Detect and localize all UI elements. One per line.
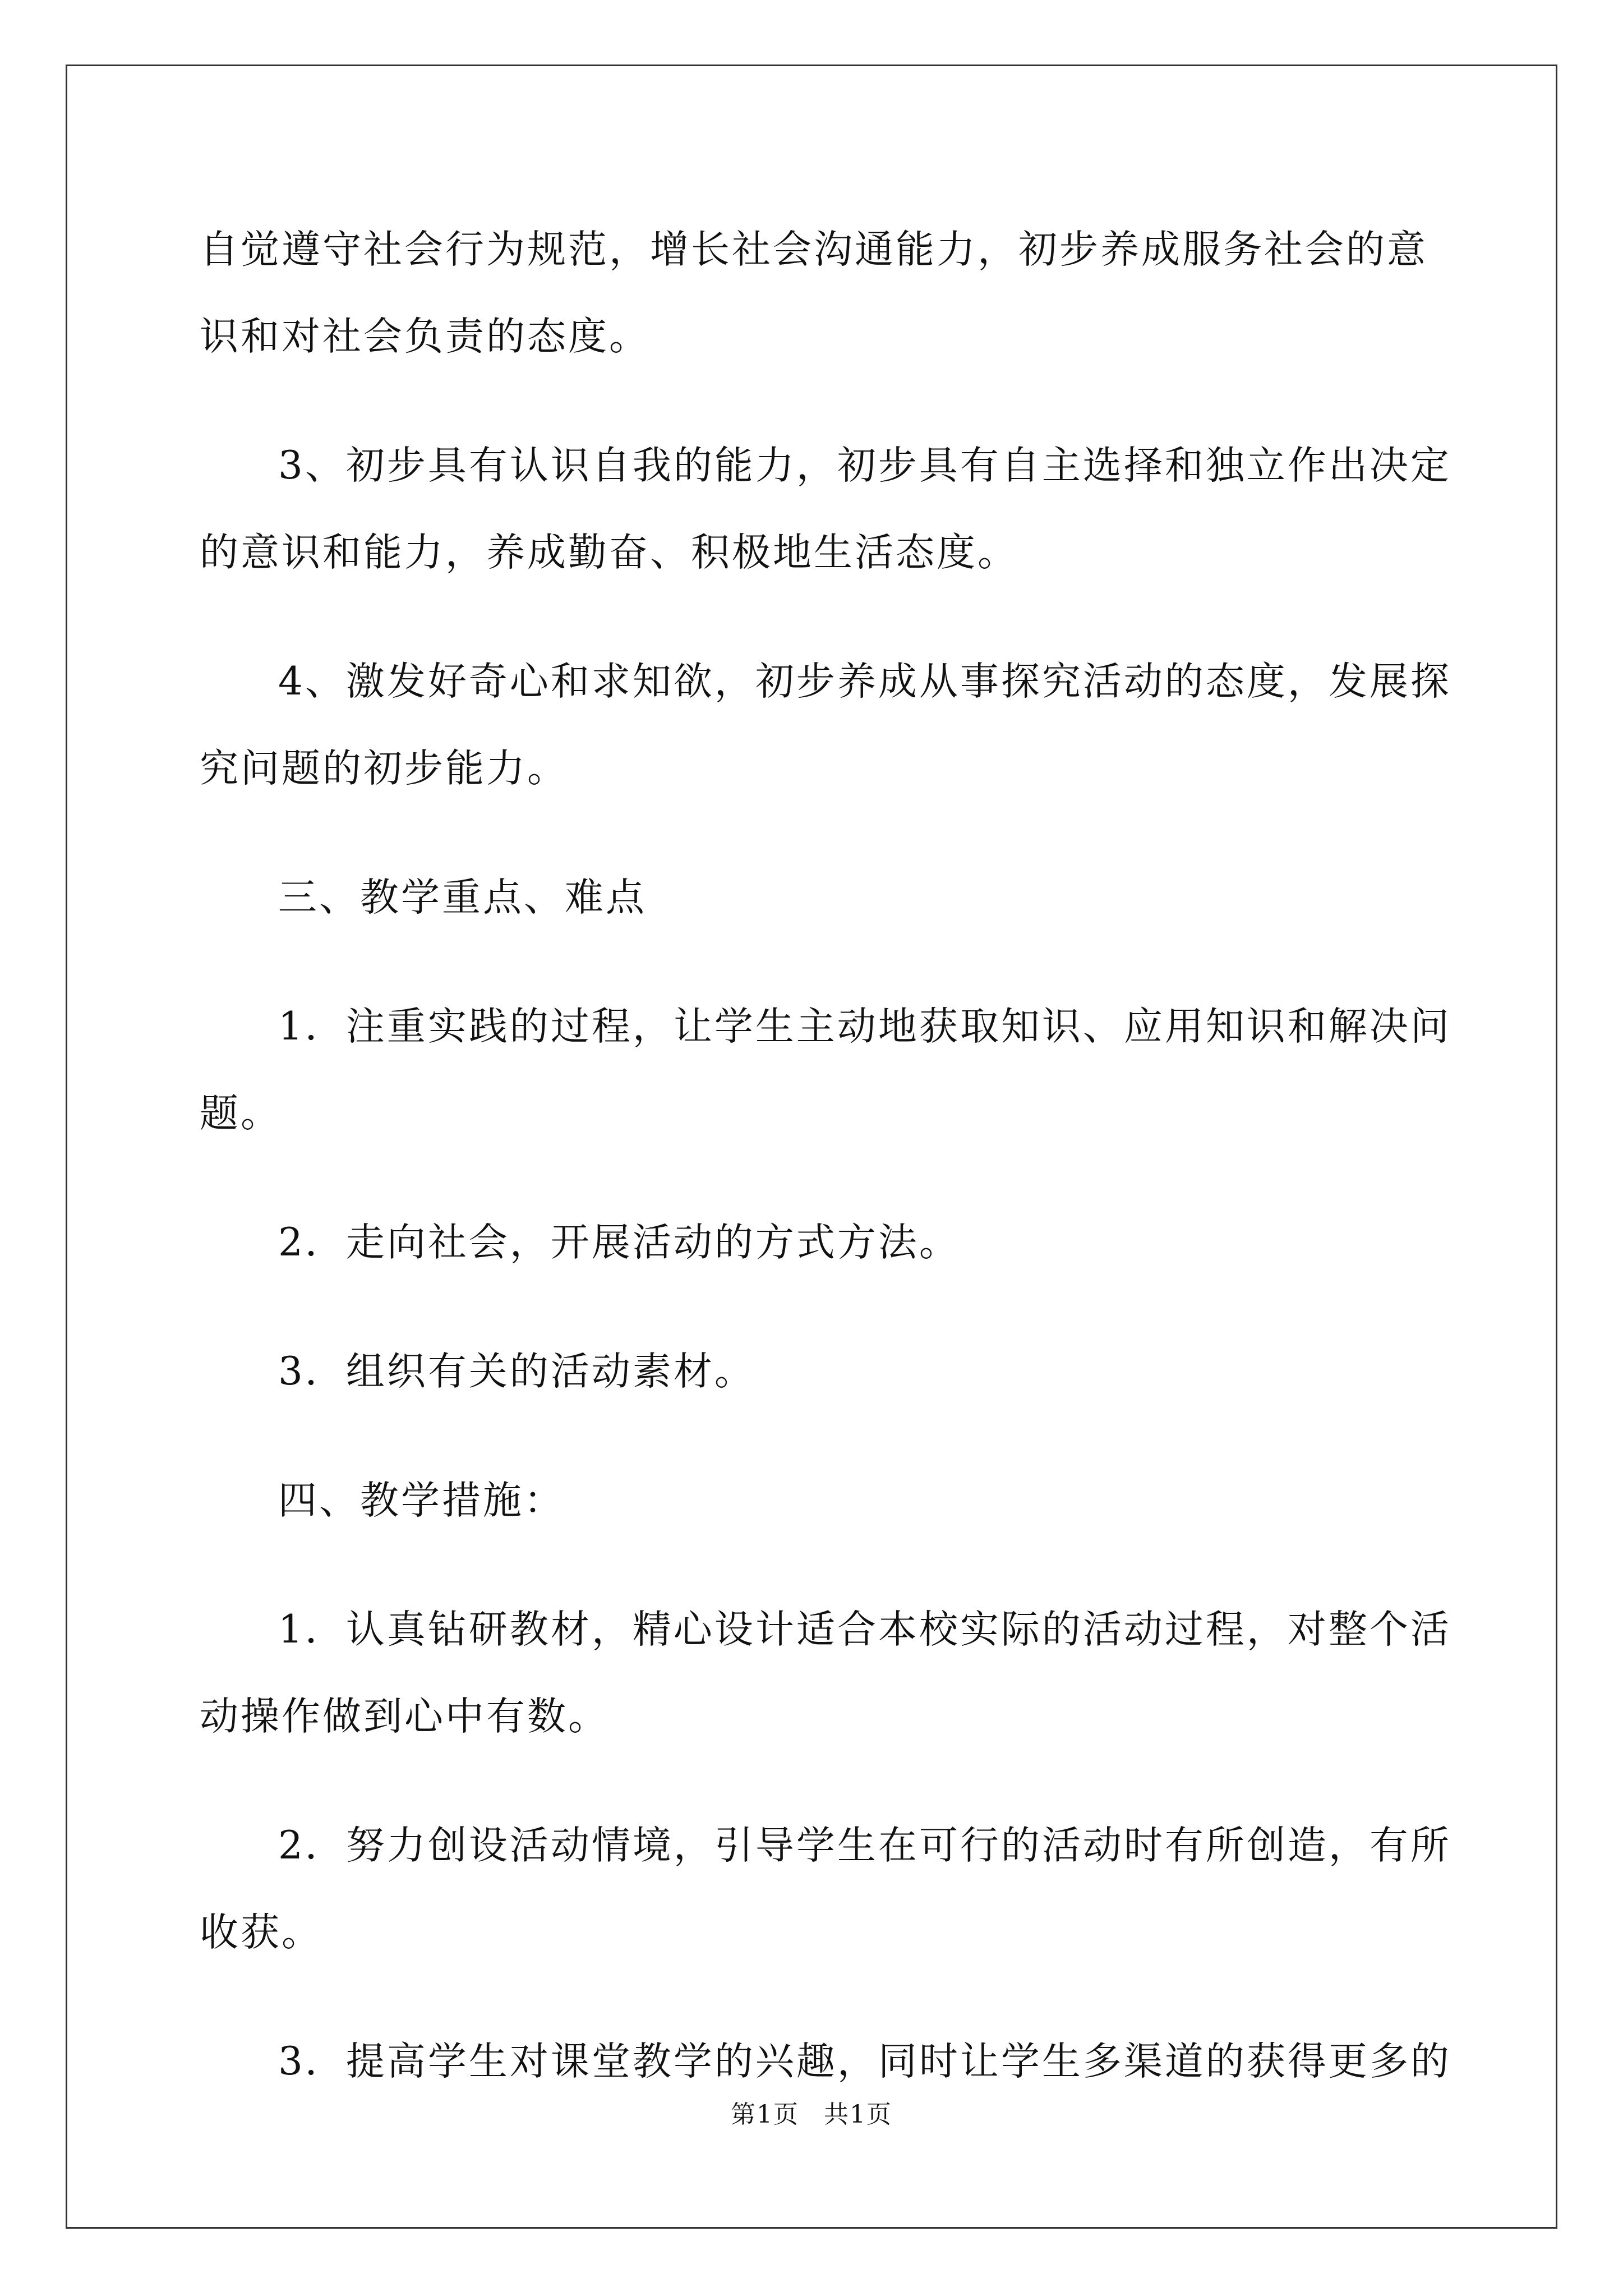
section-heading: 三、教学重点、难点 [278,875,647,920]
body-text-line: 2．走向社会，开展活动的方式方法。 [278,1220,960,1265]
body-text-line: 1．注重实践的过程，让学生主动地获取知识、应用知识和解决问 [278,1004,1451,1049]
body-text-line: 动操作做到心中有数。 [200,1694,609,1739]
body-text-line: 收获。 [200,1910,322,1955]
body-text-line: 3．提高学生对课堂教学的兴趣，同时让学生多渠道的获得更多的 [278,2039,1451,2084]
body-text-line: 1．认真钻研教材，精心设计适合本校实际的活动过程，对整个活 [278,1607,1451,1652]
page-border [66,65,1557,2229]
body-text-line: 3、初步具有认识自我的能力，初步具有自主选择和独立作出决定 [278,443,1451,488]
body-text-line: 识和对社会负责的态度。 [200,314,650,359]
total-page-count: 共1页 [824,2100,892,2129]
body-text-line: 4、激发好奇心和求知欲，初步养成从事探究活动的态度，发展探 [278,659,1451,704]
page-footer [0,2098,1623,2132]
body-text-line: 2．努力创设活动情境，引导学生在可行的活动时有所创造，有所 [278,1823,1451,1868]
body-text-line: 3．组织有关的活动素材。 [278,1349,755,1394]
section-heading: 四、教学措施： [278,1478,565,1523]
body-text-line: 的意识和能力，养成勤奋、积极地生活态度。 [200,530,1018,575]
body-text-line: 自觉遵守社会行为规范，增长社会沟通能力，初步养成服务社会的意 [200,227,1428,272]
body-text-line: 究问题的初步能力。 [200,746,568,791]
current-page-number: 第1页 [731,2100,799,2129]
body-text-line: 题。 [200,1091,282,1136]
